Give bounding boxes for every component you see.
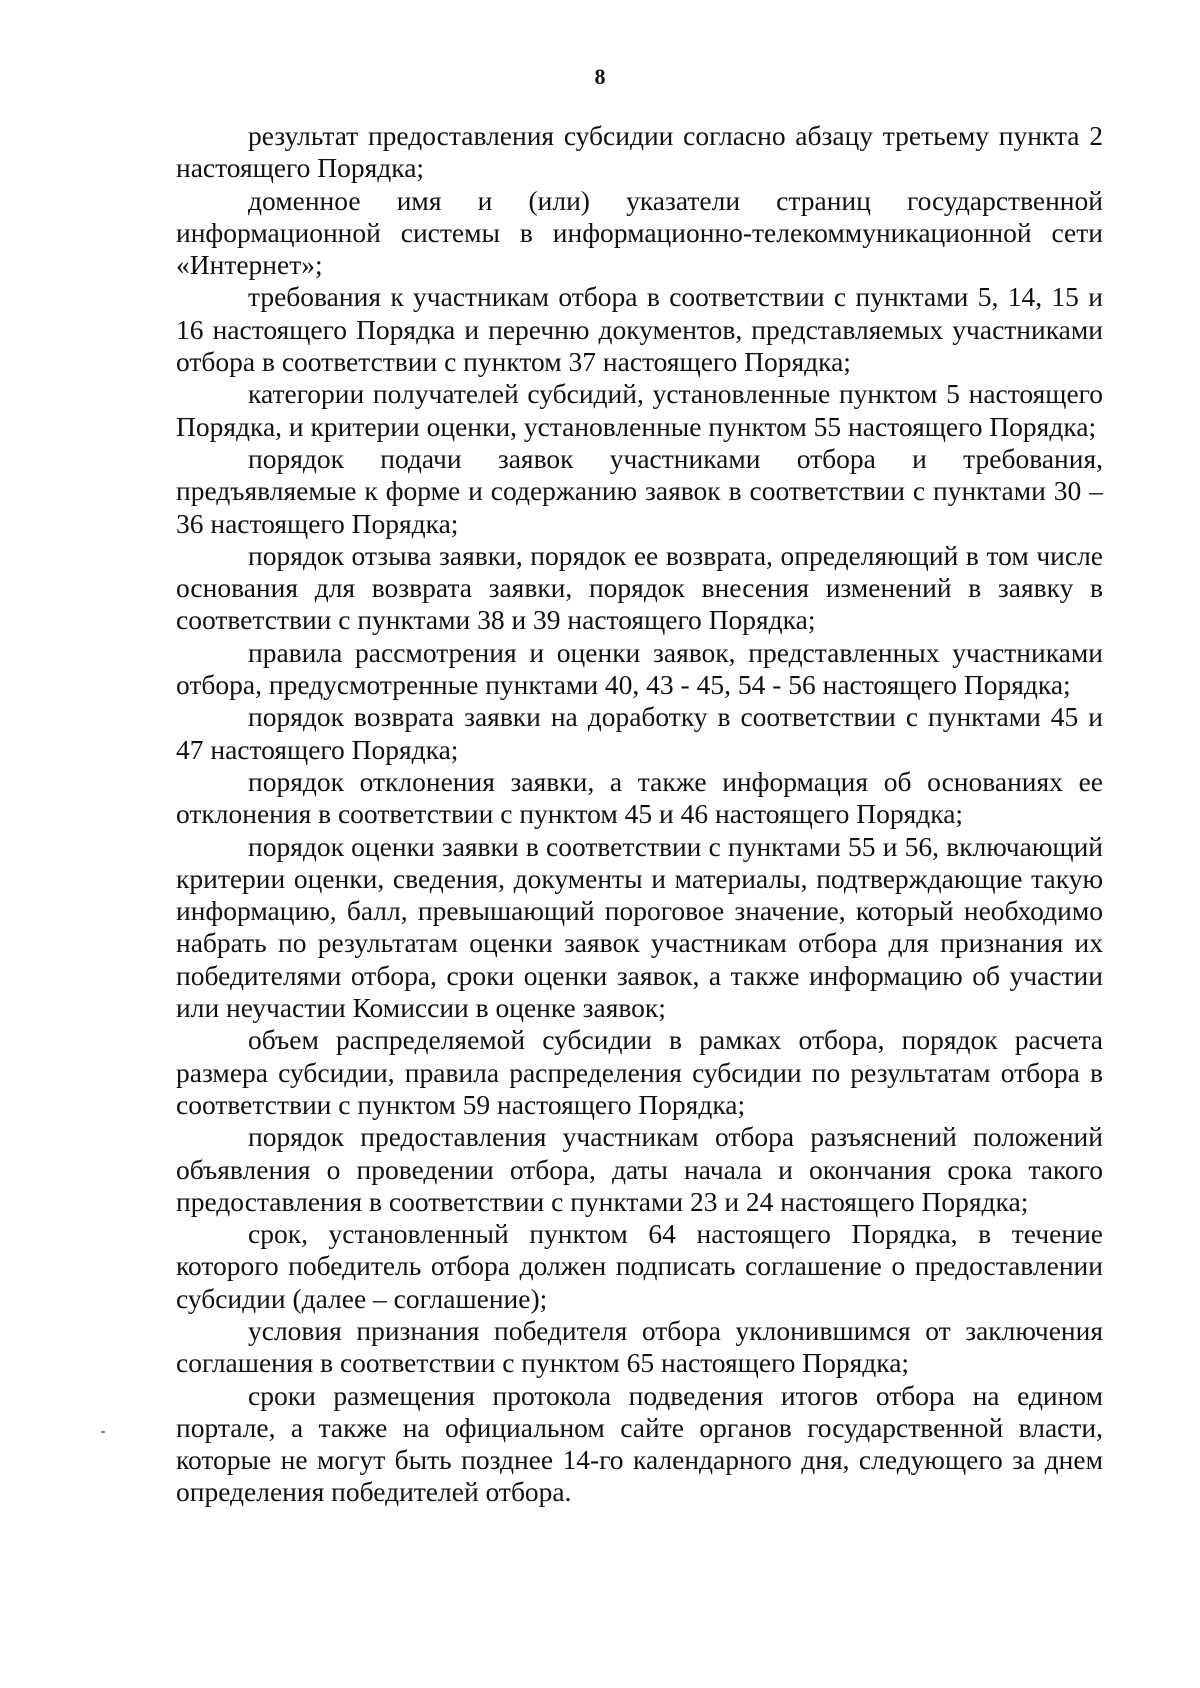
paragraph-review-rules: правила рассмотрения и оценки заявок, представленных участниками отбора, предусмотренные пунктами 40, 43 - 45, 54 - 56 настоящего Порядка; — [176, 636, 1103, 701]
paragraph-domain-name: доменное имя и (или) указатели страниц государственной информационной системы в информационно-телекоммуникационной сети «Интернет»; — [176, 184, 1103, 281]
paragraph-evasion-conditions: условия признания победителя отбора уклонившимся от заключения соглашения в соответствии с пунктом 65 настоящего Порядка; — [176, 1314, 1103, 1379]
paragraph-application-withdrawal: порядок отзыва заявки, порядок ее возврата, определяющий в том числе основания для возврата заявки, порядок внесения изменений в заявку в соответствии с пунктами 38 и 39 настоящего Порядка; — [176, 539, 1103, 636]
paragraph-recipient-categories: категории получателей субсидий, установленные пунктом 5 настоящего Порядка, и критерии оценки, установленные пунктом 55 настоящего Порядка; — [176, 378, 1103, 442]
paragraph-signing-deadline: срок, установленный пунктом 64 настоящего Порядка, в течение которого победитель отбора должен подписать соглашение о предоставлении субсидии (далее – соглашение); — [176, 1218, 1103, 1314]
paragraph-application-rejection: порядок отклонения заявки, а также информация об основаниях ее отклонения в соответствии с пунктом 45 и 46 настоящего Порядка; — [176, 765, 1103, 830]
paragraph-clarifications: порядок предоставления участникам отбора разъяснений положений объявления о проведении отбора, даты начала и окончания срока такого предоставления в соответствии с пунктами 23 и 24 настоящего Порядка; — [176, 1121, 1103, 1217]
paragraph-result: результат предоставления субсидии согласно абзацу третьему пункта 2 настоящего Порядка; — [176, 120, 1103, 184]
paragraph-application-submission: порядок подачи заявок участниками отбора и требования, предъявляемые к форме и содержанию заявок в соответствии с пунктами 30 – 36 настоящего Порядка; — [176, 442, 1103, 539]
paragraph-return-for-revision: порядок возврата заявки на доработку в соответствии с пунктами 45 и 47 настоящего Порядка; — [176, 701, 1103, 765]
paragraph-subsidy-volume: объем распределяемой субсидии в рамках отбора, порядок расчета размера субсидии, правила распределения субсидии по результатам отбора в соответствии с пунктом 59 настоящего Порядка; — [176, 1024, 1103, 1120]
paragraph-application-evaluation: порядок оценки заявки в соответствии с пунктами 55 и 56, включающий критерии оценки, сведения, документы и материалы, подтверждающие такую информацию, балл, превышающий пороговое значение, который необходимо набрать по результатам оценки заявок участникам отбора для признания их победителями отбора, сроки оценки заявок, а также информацию об участии или неучастии Комиссии в оценке заявок; — [176, 830, 1103, 1024]
page-number: 8 — [594, 64, 606, 89]
paragraph-protocol-publication: сроки размещения протокола подведения итогов отбора на едином портале, а также на официальном сайте органов государственной власти, которые не могут быть позднее 14-го календарного дня, следующего за днем определения победителей отбора. — [176, 1379, 1103, 1508]
document-body — [176, 120, 1103, 1509]
scan-speck — [101, 1431, 105, 1433]
paragraph-participant-requirements: требования к участникам отбора в соответствии с пунктами 5, 14, 15 и 16 настоящего Порядка и перечню документов, представляемых участниками отбора в соответствии с пунктом 37 настоящего Порядка; — [176, 281, 1103, 378]
